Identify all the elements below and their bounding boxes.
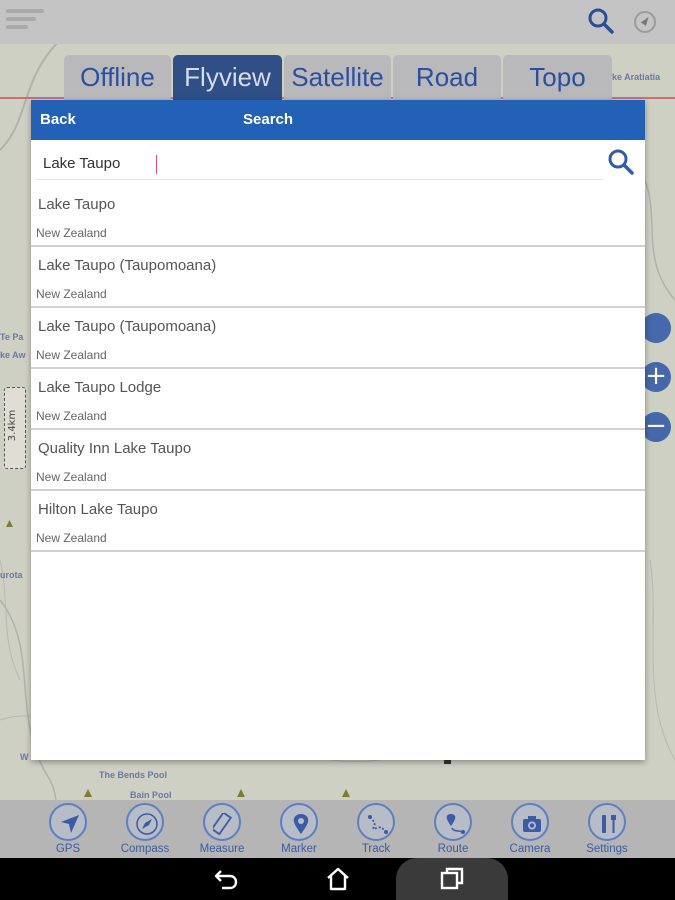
ruler-icon: [213, 813, 235, 835]
search-dialog: [31, 100, 645, 760]
text-cursor: [156, 155, 157, 174]
back-nav-icon[interactable]: [212, 866, 240, 892]
route-icon: [444, 813, 466, 835]
scale-label: 3.4km: [7, 409, 19, 442]
home-nav-icon[interactable]: [324, 866, 352, 892]
search-results-list: [31, 186, 645, 552]
map-label: W: [20, 752, 29, 762]
result-name: Lake Taupo: [38, 196, 116, 213]
back-button[interactable]: Back: [40, 111, 76, 128]
tab-road[interactable]: Road: [393, 55, 501, 100]
track-label: Track: [361, 843, 391, 855]
result-country: New Zealand: [36, 226, 107, 240]
app-top-bar: [0, 0, 675, 44]
search-result-item[interactable]: [31, 430, 645, 491]
menu-icon[interactable]: [6, 9, 44, 35]
tab-offline[interactable]: Offline: [64, 55, 171, 100]
search-result-item[interactable]: [31, 186, 645, 247]
camera-icon: [521, 813, 543, 835]
route-label: Route: [437, 843, 469, 855]
search-result-item[interactable]: [31, 491, 645, 552]
result-name: Hilton Lake Taupo: [38, 501, 158, 518]
recents-nav-icon[interactable]: [438, 866, 466, 892]
search-input[interactable]: [35, 148, 603, 180]
map-label: urota: [0, 570, 23, 580]
zoom-in-button[interactable]: +: [641, 362, 671, 392]
camera-label: Camera: [509, 843, 551, 855]
map-label: ke Aw: [0, 350, 26, 360]
search-row: [31, 140, 645, 186]
compass-icon[interactable]: [634, 11, 656, 33]
result-name: Lake Taupo (Taupomoana): [38, 257, 217, 274]
map-label: ke Aratiatia: [612, 72, 661, 82]
zoom-out-button[interactable]: −: [641, 412, 671, 442]
settings-button[interactable]: [588, 800, 665, 858]
system-nav-bar: [0, 858, 675, 900]
map-label: Bain Pool: [130, 790, 172, 800]
tab-flyview[interactable]: Flyview: [173, 55, 282, 100]
result-country: New Zealand: [36, 409, 107, 423]
settings-tools-icon: [598, 813, 620, 835]
result-country: New Zealand: [36, 470, 107, 484]
result-country: New Zealand: [36, 287, 107, 301]
settings-label: Settings: [586, 843, 628, 855]
map-label: The Bends Pool: [99, 770, 168, 780]
search-result-item[interactable]: [31, 247, 645, 308]
result-name: Quality Inn Lake Taupo: [38, 440, 192, 457]
result-country: New Zealand: [36, 348, 107, 362]
gps-label: GPS: [55, 843, 81, 855]
search-submit-icon[interactable]: [607, 148, 635, 176]
measure-label: Measure: [199, 843, 245, 855]
search-result-item[interactable]: [31, 308, 645, 369]
dialog-header: [31, 100, 645, 140]
tab-satellite[interactable]: Satellite: [284, 55, 391, 100]
map-pin-icon: [290, 813, 312, 835]
compass-needle-icon: [136, 813, 158, 835]
gps-arrow-icon: [59, 813, 81, 835]
tab-topo[interactable]: Topo: [503, 55, 612, 100]
map-scale: [4, 387, 26, 469]
map-type-tabs: [64, 55, 614, 100]
result-name: Lake Taupo (Taupomoana): [38, 318, 217, 335]
search-icon[interactable]: [586, 6, 616, 36]
result-name: Lake Taupo Lodge: [38, 379, 162, 396]
result-country: New Zealand: [36, 531, 107, 545]
search-result-item[interactable]: [31, 369, 645, 430]
marker-label: Marker: [281, 843, 317, 855]
dialog-title: Search: [243, 111, 294, 128]
map-layer-button[interactable]: [641, 313, 671, 343]
track-icon: [367, 813, 389, 835]
bottom-toolbar: [0, 800, 675, 858]
map-label: Te Pa: [0, 332, 24, 342]
compass-label: Compass: [120, 843, 170, 855]
